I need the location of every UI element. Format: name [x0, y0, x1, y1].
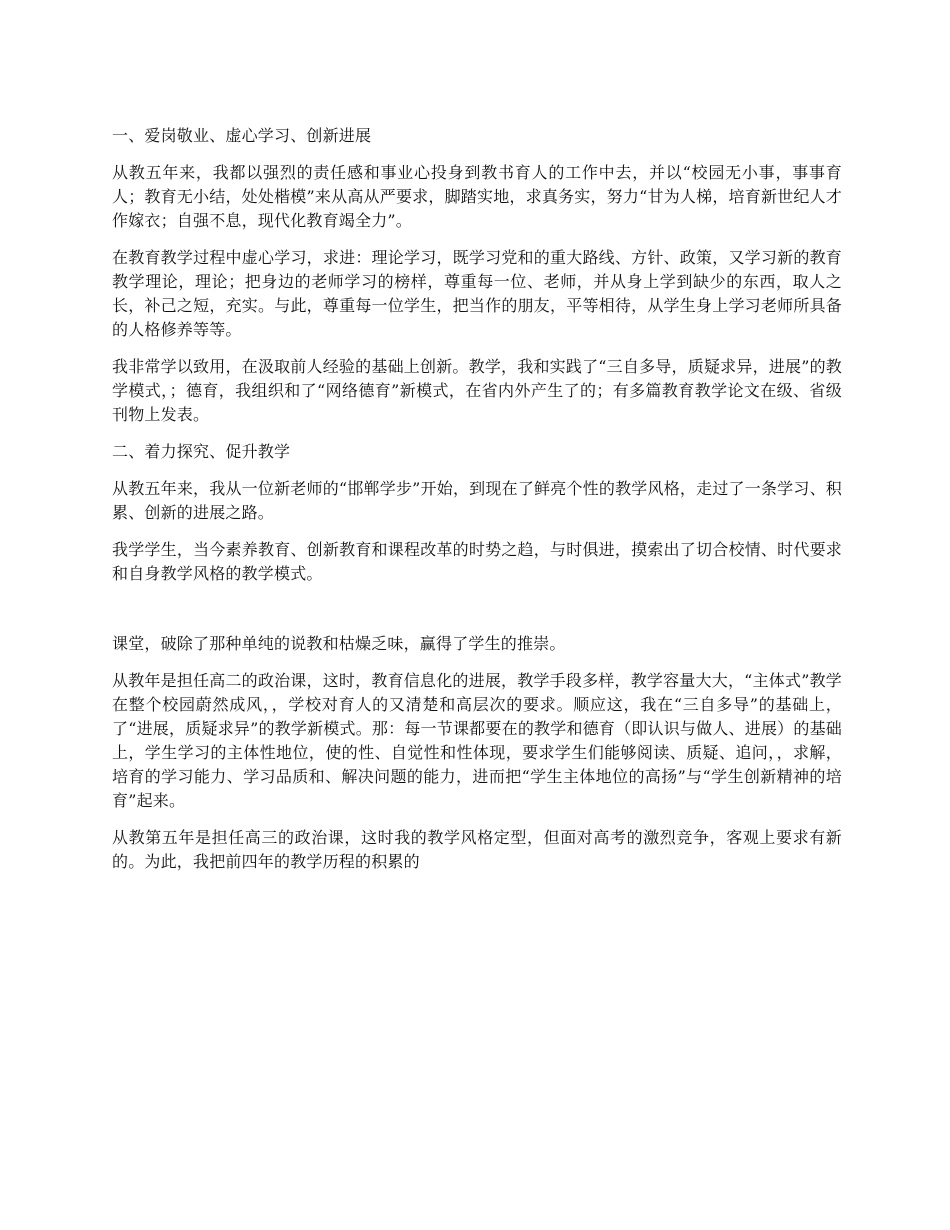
paragraph-5: 我学学生，当今素养教育、创新教育和课程改革的时势之趋，与时俱进，摸索出了切合校情、时代要求和自身教学风格的教学模式。: [112, 540, 842, 583]
section-heading-1: 一、爱岗敬业、虚心学习、创新进展: [112, 126, 372, 145]
paragraph-2: 在教育教学过程中虚心学习，求进：理论学习，既学习党和的重大路线、方针、政策，又学习新的教育教学理论，理论；把身边的老师学习的榜样，尊重每一位、老师，并从身上学到缺少的东西，取人之长，补己之短，充实。与此，尊重每一位学生，把当作的朋友，平等相待，从学生身上学习老师所具备的人格修养等等。: [112, 248, 842, 339]
paragraph-gap: [112, 599, 842, 632]
paragraph-8: 从教第五年是担任高三的政治课，这时我的教学风格定型，但面对高考的激烈竞争，客观上要求有新的。为此，我把前四年的教学历程的积累的: [112, 828, 842, 871]
paragraph-1: 从教五年来，我都以强烈的责任感和事业心投身到教书育人的工作中去，并以“校园无小事，事事育人；教育无小结，处处楷模”来从高从严要求，脚踏实地，求真务实，努力“甘为人梯，培育新世纪人才作嫁衣；自强不息，现代化教育竭全力”。: [112, 163, 842, 230]
section-heading-2: 二、着力探究、促升教学: [112, 442, 291, 461]
paragraph-3: 我非常学以致用，在汲取前人经验的基础上创新。教学，我和实践了“三自多导，质疑求异，进展”的教学模式，；德育，我组织和了“网络德育”新模式，在省内外产生了的；有多篇教育教学论文在级、省级刊物上发表。: [112, 357, 842, 424]
paragraph-6: 课堂，破除了那种单纯的说教和枯燥乏味，赢得了学生的推崇。: [112, 634, 566, 653]
paragraph-4: 从教五年来，我从一位新老师的“邯郸学步”开始，到现在了鲜亮个性的教学风格，走过了一条学习、积累、创新的进展之路。: [112, 479, 842, 522]
paragraph-7: 从教年是担任高二的政治课，这时，教育信息化的进展，教学手段多样，教学容量大大，“主体式”教学在整个校园蔚然成风，，学校对育人的又清楚和高层次的要求。顺应这，我在“三自多导”的基础上，了“进展，质疑求异”的教学新模式。那：每一节课都要在的教学和德育（即认识与做人、进展）的基础上，学生学习的主体性地位，使的性、自觉性和性体现，要求学生们能够阅读、质疑、追问，，求解，培育的学习能力、学习品质和、解决问题的能力，进而把“学生主体地位的高扬”与“学生创新精神的培育”起来。: [112, 671, 842, 810]
document-body: [112, 124, 842, 887]
